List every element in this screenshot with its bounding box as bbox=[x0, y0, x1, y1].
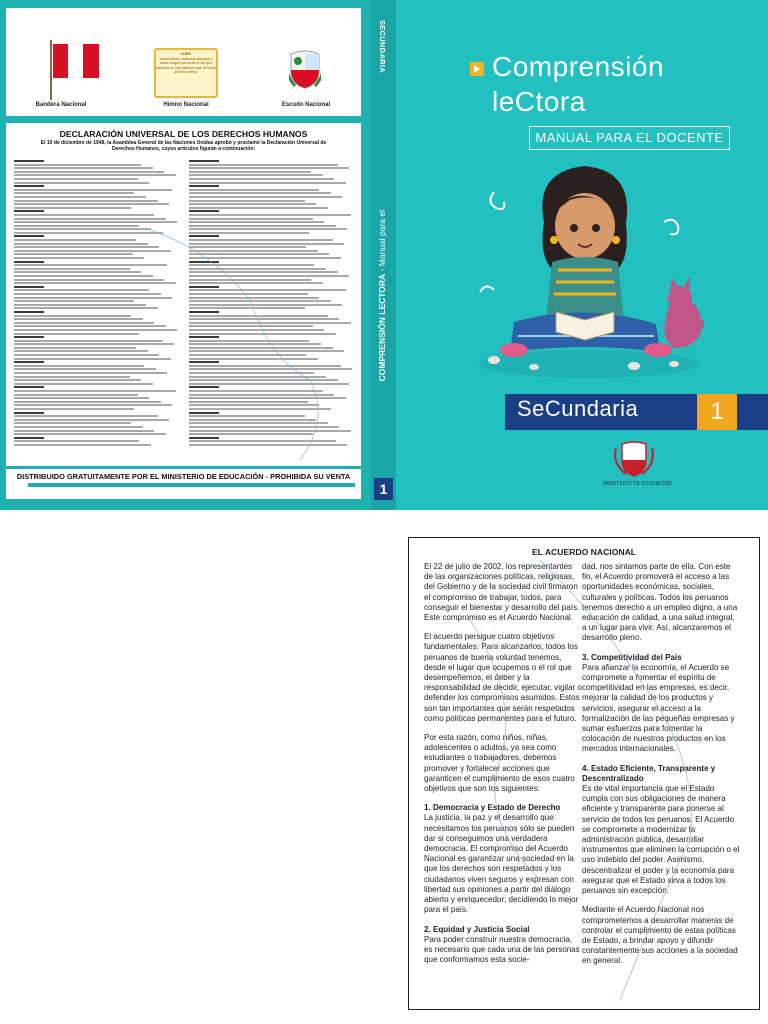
text-line bbox=[189, 325, 313, 327]
text-line bbox=[14, 253, 133, 255]
national-shield bbox=[251, 8, 361, 116]
book-spine bbox=[371, 0, 396, 510]
text-line bbox=[14, 178, 138, 180]
text-line bbox=[189, 246, 306, 248]
text-line bbox=[14, 325, 166, 327]
text-line bbox=[189, 404, 319, 406]
text-line bbox=[189, 253, 329, 255]
text-line bbox=[14, 311, 44, 313]
text-line bbox=[14, 275, 153, 277]
declaration-subtitle: El 10 de diciembre de 1948, la Asamblea General de las Naciones Unidas aprobó y proclamó la Declaración Universal de Derechos Humanos, cuyos artículos figuran a continuación: bbox=[40, 140, 327, 152]
paragraph: El acuerdo persigue cuatro objetivos fundamentales. Para alcanzarlos, todos los peruanos de buena voluntad tenemos, desde el lugar que ocupemos o el rol que desempeñemos, el deber y la responsabilidad de decidir, ejecutar, vigilar o defender los compromisos asumidos. Estos son tan importantes que serán respetados como políticas permanentes para el futuro. bbox=[424, 632, 582, 723]
text-line bbox=[14, 397, 149, 399]
text-line bbox=[189, 228, 347, 230]
text-line bbox=[14, 365, 144, 367]
text-line bbox=[14, 419, 169, 421]
text-line bbox=[189, 419, 316, 421]
ministry-shield-icon bbox=[610, 440, 658, 478]
text-line bbox=[189, 390, 323, 392]
text-line bbox=[189, 239, 333, 241]
text-line bbox=[14, 268, 130, 270]
acuerdo-column-left bbox=[424, 562, 582, 974]
paragraph: Para afianzar la economía, el Acuerdo se compromete a fomentar el espíritu de competitividad en las empresas, es decir, mejorar la calidad de los productos y servicios, asegurar el acceso a la formalización de las pequeñas empresas y sumar esfuerzos para fomentar la colocación de nuestros productos en los mercados internacionales. bbox=[582, 662, 735, 754]
text-line bbox=[14, 207, 131, 209]
text-line bbox=[14, 307, 158, 309]
text-line bbox=[189, 261, 219, 263]
text-line bbox=[189, 174, 323, 176]
section-heading: 3. Competitividad del País bbox=[582, 652, 682, 662]
declaration-column-right bbox=[189, 160, 354, 460]
text-line bbox=[189, 354, 306, 356]
text-line bbox=[14, 189, 172, 191]
text-line bbox=[14, 282, 176, 284]
text-line bbox=[189, 383, 349, 385]
text-line bbox=[189, 379, 338, 381]
flag-label: Bandera Nacional bbox=[35, 102, 87, 108]
text-line bbox=[14, 235, 44, 237]
back-cover bbox=[0, 0, 371, 510]
text-line bbox=[14, 203, 169, 205]
text-line bbox=[14, 394, 138, 396]
text-line bbox=[189, 286, 219, 288]
text-line bbox=[189, 333, 336, 335]
text-line bbox=[189, 386, 219, 388]
text-line bbox=[189, 182, 346, 184]
text-line bbox=[14, 361, 44, 363]
text-line bbox=[189, 178, 334, 180]
text-line bbox=[14, 340, 163, 342]
text-line bbox=[189, 250, 318, 252]
text-line bbox=[189, 185, 219, 187]
national-symbols-panel bbox=[6, 8, 361, 116]
text-line bbox=[189, 235, 219, 237]
text-line bbox=[14, 368, 156, 370]
acuerdo-nacional-page bbox=[408, 537, 760, 1010]
text-line bbox=[189, 304, 342, 306]
section-heading: 1. Democracia y Estado de Derecho bbox=[424, 803, 561, 813]
text-line bbox=[14, 386, 44, 388]
text-line bbox=[189, 207, 328, 209]
text-line bbox=[14, 433, 166, 435]
text-line bbox=[189, 368, 352, 370]
text-line bbox=[189, 372, 314, 374]
text-line bbox=[14, 415, 158, 417]
text-line bbox=[14, 264, 167, 266]
paragraph: La justicia, la paz y el desarrollo que necesitamos los peruanos sólo se pueden dar si conseguimos una verdadera democracia. El compromiso del Acuerdo Nacional es garantizar una sociedad en la que los derechos son respetados y los ciudadanos viven seguros y expresan con libertad sus opiniones a partir del diálogo abierto y enriquecedor; decidiendo lo mejor para el país. bbox=[424, 813, 579, 915]
text-line bbox=[14, 300, 134, 302]
text-line bbox=[189, 171, 311, 173]
text-line bbox=[189, 203, 316, 205]
reading-girl-illustration bbox=[474, 152, 704, 382]
text-line bbox=[14, 289, 149, 291]
text-line bbox=[189, 394, 334, 396]
text-line bbox=[189, 200, 305, 202]
text-line bbox=[189, 311, 219, 313]
section-heading: 4. Estado Eficiente, Transparente y Descentralizado bbox=[582, 763, 716, 783]
peru-flag-icon bbox=[53, 44, 99, 78]
text-line bbox=[189, 307, 305, 309]
text-line bbox=[189, 415, 305, 417]
text-line bbox=[189, 343, 321, 345]
text-line bbox=[14, 271, 141, 273]
text-line bbox=[14, 376, 130, 378]
human-rights-declaration bbox=[6, 123, 361, 466]
text-line bbox=[14, 192, 134, 194]
declaration-title: DECLARACIÓN UNIVERSAL DE LOS DERECHOS HUMANOS bbox=[59, 129, 308, 139]
text-line bbox=[14, 261, 44, 263]
text-line bbox=[189, 160, 219, 162]
text-line bbox=[14, 358, 171, 360]
text-line bbox=[189, 340, 309, 342]
text-line bbox=[14, 200, 158, 202]
spine-level: SECUNDARIA bbox=[378, 20, 387, 74]
text-line bbox=[14, 279, 164, 281]
text-line bbox=[14, 430, 154, 432]
text-line bbox=[14, 164, 141, 166]
text-line bbox=[14, 257, 144, 259]
text-line bbox=[189, 264, 314, 266]
text-line bbox=[189, 426, 339, 428]
text-line bbox=[189, 221, 324, 223]
cover-title-line1: Comprensión bbox=[492, 51, 665, 82]
text-line bbox=[189, 408, 331, 410]
national-flag bbox=[6, 8, 116, 116]
text-line bbox=[189, 322, 351, 324]
text-line bbox=[189, 433, 313, 435]
text-line bbox=[189, 297, 319, 299]
text-line bbox=[189, 282, 323, 284]
text-line bbox=[14, 422, 131, 424]
text-line bbox=[14, 196, 146, 198]
text-line bbox=[14, 243, 148, 245]
cover-subtitle: MANUAL PARA EL DOCENTE bbox=[529, 126, 730, 150]
text-line bbox=[14, 214, 154, 216]
text-line bbox=[14, 318, 143, 320]
text-line bbox=[14, 412, 44, 414]
text-line bbox=[14, 228, 151, 230]
text-line bbox=[189, 437, 219, 439]
text-line bbox=[189, 401, 308, 403]
text-line bbox=[14, 372, 167, 374]
text-line bbox=[189, 243, 344, 245]
paragraph: Para poder construir nuestra democracia, es necesario que cada una de las personas que conformamos esta socie- bbox=[424, 934, 580, 965]
text-line bbox=[189, 232, 309, 234]
text-line bbox=[189, 289, 346, 291]
shield-label: Escudo Nacional bbox=[281, 102, 331, 108]
declaration-column-left bbox=[14, 160, 179, 460]
distribution-text: DISTRIBUIDO GRATUITAMENTE POR EL MINISTERIO DE EDUCACIÓN - PROHIBIDA SU VENTA bbox=[16, 472, 351, 481]
text-line bbox=[14, 221, 177, 223]
text-line bbox=[14, 336, 44, 338]
text-line bbox=[189, 315, 328, 317]
ministry-name: MINISTERIO DE EDUCACIÓN bbox=[602, 481, 672, 487]
text-line bbox=[14, 437, 44, 439]
level-number: 1 bbox=[697, 394, 737, 430]
level-text: SeCundaria bbox=[517, 396, 639, 421]
text-line bbox=[14, 304, 146, 306]
text-line bbox=[189, 210, 219, 212]
text-line bbox=[189, 440, 336, 442]
text-line bbox=[189, 192, 331, 194]
anthem-scroll-icon: CORO Somos libres, seámoslo siempre y antes niegue sus luces el Sol que faltemos al voto solemne que la Patria al Eterno elevó. bbox=[154, 48, 218, 98]
acuerdo-title: EL ACUERDO NACIONAL bbox=[531, 547, 637, 557]
text-line bbox=[189, 293, 308, 295]
text-line bbox=[14, 171, 164, 173]
text-line bbox=[14, 293, 161, 295]
text-line bbox=[189, 225, 336, 227]
text-line bbox=[14, 343, 174, 345]
text-line bbox=[14, 444, 151, 446]
text-line bbox=[189, 358, 318, 360]
text-line bbox=[189, 196, 342, 198]
national-anthem bbox=[131, 8, 241, 116]
text-line bbox=[189, 271, 338, 273]
text-line bbox=[14, 182, 149, 184]
acuerdo-column-right bbox=[582, 562, 740, 976]
text-line bbox=[189, 350, 344, 352]
paragraph: El 22 de julio de 2002, los representantes de las organizaciones políticas, religiosas, del Gobierno y de la sociedad civil firmaron el compromiso de trabajar, todos, para conseguir el bienestar y desarrollo del país. Este compromiso es el Acuerdo Nacional. bbox=[424, 562, 580, 623]
text-line bbox=[189, 279, 311, 281]
text-line bbox=[14, 350, 148, 352]
paragraph: Mediante el Acuerdo Nacional nos comprometemos a desarrollar maneras de controlar el cumplimiento de estas políticas de Estado, a brindar apoyo y difundir constantemente sus acciones a la sociedad en general. bbox=[582, 905, 738, 966]
text-line bbox=[189, 347, 333, 349]
text-line bbox=[14, 379, 141, 381]
text-line bbox=[14, 329, 177, 331]
text-line bbox=[189, 422, 328, 424]
text-line bbox=[189, 397, 346, 399]
text-line bbox=[14, 315, 131, 317]
text-line bbox=[14, 354, 159, 356]
text-line bbox=[14, 232, 163, 234]
arrow-icon bbox=[470, 62, 484, 76]
distribution-notice bbox=[6, 469, 361, 499]
level-bar bbox=[505, 394, 768, 430]
text-line bbox=[14, 250, 171, 252]
text-line bbox=[14, 185, 44, 187]
text-line bbox=[14, 218, 166, 220]
text-line bbox=[14, 440, 139, 442]
text-line bbox=[189, 430, 351, 432]
text-line bbox=[189, 376, 326, 378]
paragraph: Por esta razón, como niños, niñas, adolescentes o adultos, ya sea como estudiantes o trabajadores, debemos promover y fortalecer acciones que garanticen el cumplimiento de esos cuatro objetivos que son los siguientes: bbox=[424, 733, 575, 794]
text-line bbox=[189, 300, 331, 302]
text-line bbox=[189, 214, 351, 216]
text-line bbox=[189, 329, 324, 331]
spine-title: COMPRENSIÓN LECTORA - Manual para el bbox=[377, 210, 387, 382]
text-line bbox=[189, 336, 219, 338]
text-line bbox=[14, 408, 134, 410]
text-line bbox=[189, 189, 319, 191]
text-line bbox=[189, 257, 341, 259]
text-line bbox=[14, 347, 136, 349]
anthem-label: Himno Nacional bbox=[163, 102, 209, 108]
text-line bbox=[189, 412, 219, 414]
text-line bbox=[189, 275, 349, 277]
text-line bbox=[189, 318, 339, 320]
front-cover bbox=[396, 0, 768, 510]
text-line bbox=[14, 246, 159, 248]
text-line bbox=[189, 268, 326, 270]
cover-title-line2: leCtora bbox=[492, 86, 586, 117]
section-heading: 2. Equidad y Justicia Social bbox=[424, 924, 530, 934]
text-line bbox=[14, 383, 153, 385]
text-line bbox=[14, 160, 44, 162]
text-line bbox=[14, 297, 172, 299]
text-line bbox=[189, 444, 347, 446]
distribution-bar bbox=[28, 483, 355, 487]
text-line bbox=[189, 218, 313, 220]
text-line bbox=[14, 390, 176, 392]
text-line bbox=[14, 322, 154, 324]
spine-number: 1 bbox=[374, 478, 393, 500]
text-line bbox=[14, 174, 176, 176]
paragraph: Es de vital importancia que el Estado cumpla con sus obligaciones de manera eficiente y transparente para ponerse al servicio de todos los peruanos. El Acuerdo se compromete a modernizar la administración pública, desarrollar instrumentos que eliminen la corrupción o el uso indebido del poder. Asimismo, descentralizar el poder y la economía para asegurar que el Estado sirva a todos los peruanos sin excepción. bbox=[582, 784, 740, 896]
text-line bbox=[14, 286, 44, 288]
text-line bbox=[14, 401, 161, 403]
text-line bbox=[14, 426, 143, 428]
text-line bbox=[14, 333, 139, 335]
text-line bbox=[189, 365, 341, 367]
text-line bbox=[189, 167, 349, 169]
text-line bbox=[14, 239, 136, 241]
text-line bbox=[14, 404, 172, 406]
text-line bbox=[189, 361, 219, 363]
paragraph: dad, nos sintamos parte de ella. Con este fin, el Acuerdo promoverá el acceso a las oportunidades económicas, sociales, culturales y políticas. Todos los peruanos tenemos derecho a un empleo digno, a una educación de calidad, a una salud integral, a un lugar para vivir. Así, alcanzaremos el desarrollo pleno. bbox=[582, 562, 738, 643]
text-line bbox=[14, 225, 139, 227]
text-line bbox=[14, 210, 44, 212]
text-line bbox=[14, 167, 153, 169]
text-line bbox=[189, 164, 338, 166]
peru-shield-icon bbox=[289, 46, 321, 90]
